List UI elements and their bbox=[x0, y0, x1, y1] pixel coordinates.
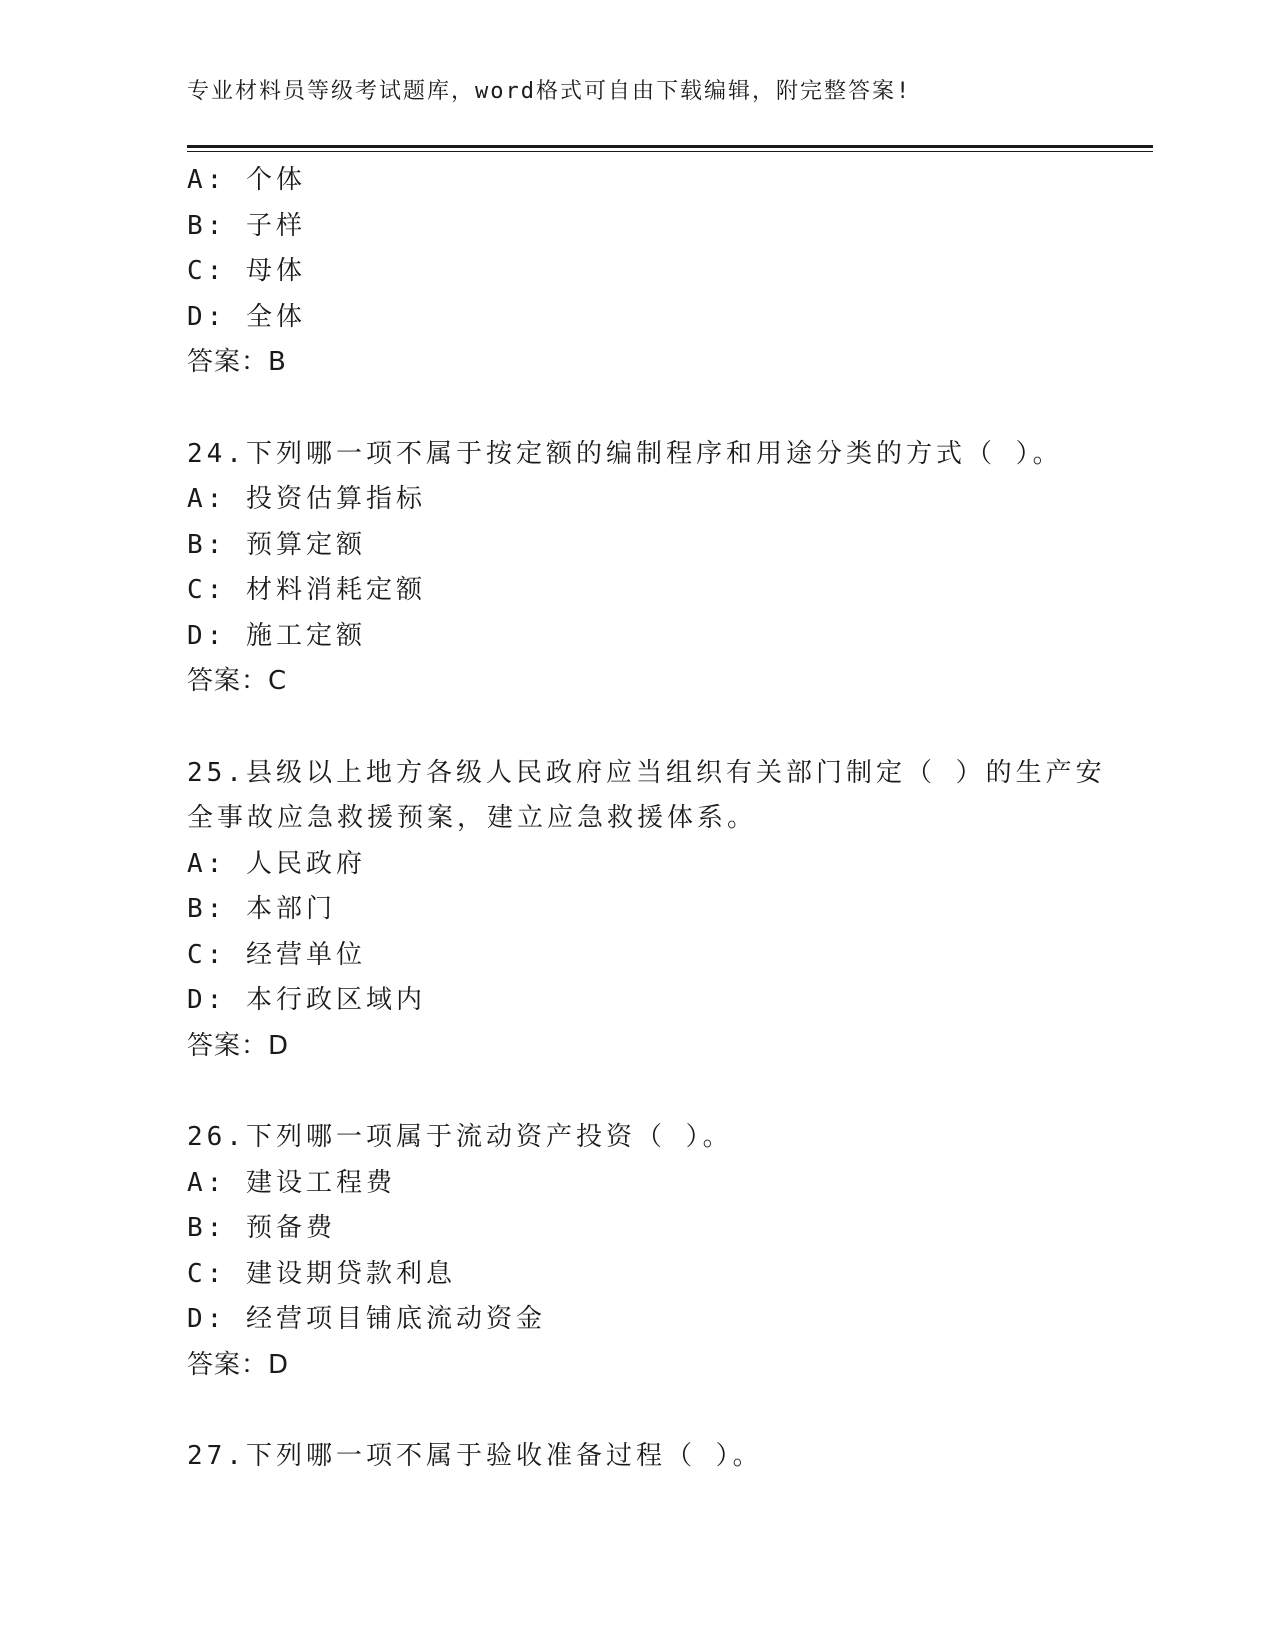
option-c: C: 材料消耗定额 bbox=[187, 575, 426, 605]
question-25 bbox=[187, 751, 1106, 1070]
question-27 bbox=[187, 1434, 1087, 1480]
question-list bbox=[187, 158, 1106, 1480]
option-b: B: 预备费 bbox=[187, 1213, 336, 1243]
option-d: D: 经营项目铺底流动资金 bbox=[187, 1304, 546, 1334]
option-c: C: 经营单位 bbox=[187, 939, 366, 970]
answer-line: 答案：B bbox=[187, 347, 287, 377]
option-a: A: 建设工程费 bbox=[187, 1167, 396, 1198]
question-text-continued: 全事故应急救援预案，建立应急救援体系。 bbox=[187, 803, 758, 833]
option-b: B: 子样 bbox=[187, 210, 306, 241]
option-d: D: 本行政区域内 bbox=[187, 985, 426, 1015]
option-d: D: 施工定额 bbox=[187, 620, 366, 651]
header-rule-thick bbox=[187, 145, 1153, 148]
option-a: A: 人民政府 bbox=[187, 848, 366, 879]
option-a: A: 个体 bbox=[187, 165, 306, 195]
question-text: 27.下列哪一项不属于验收准备过程（ ）。 bbox=[187, 1441, 763, 1471]
answer-line: 答案：D bbox=[187, 1030, 290, 1061]
question-text: 24.下列哪一项不属于按定额的编制程序和用途分类的方式（ ）。 bbox=[187, 438, 1063, 469]
question-text: 26.下列哪一项属于流动资产投资（ ）。 bbox=[187, 1122, 733, 1152]
answer-line: 答案：C bbox=[187, 666, 288, 696]
option-a: A: 投资估算指标 bbox=[187, 484, 426, 514]
question-block bbox=[187, 158, 1087, 386]
question-24 bbox=[187, 432, 1087, 705]
option-c: C: 建设期贷款利息 bbox=[187, 1258, 456, 1289]
question-text: 25.县级以上地方各级人民政府应当组织有关部门制定（ ）的生产安 bbox=[187, 757, 1106, 788]
answer-line: 答案：D bbox=[187, 1349, 290, 1380]
option-b: B: 本部门 bbox=[187, 894, 336, 924]
option-b: B: 预算定额 bbox=[187, 529, 366, 560]
option-d: D: 全体 bbox=[187, 301, 306, 332]
question-26 bbox=[187, 1115, 1087, 1388]
option-c: C: 母体 bbox=[187, 256, 306, 286]
header-rule-thin bbox=[187, 151, 1153, 152]
page-header: 专业材料员等级考试题库，word格式可自由下载编辑，附完整答案! bbox=[187, 79, 912, 104]
